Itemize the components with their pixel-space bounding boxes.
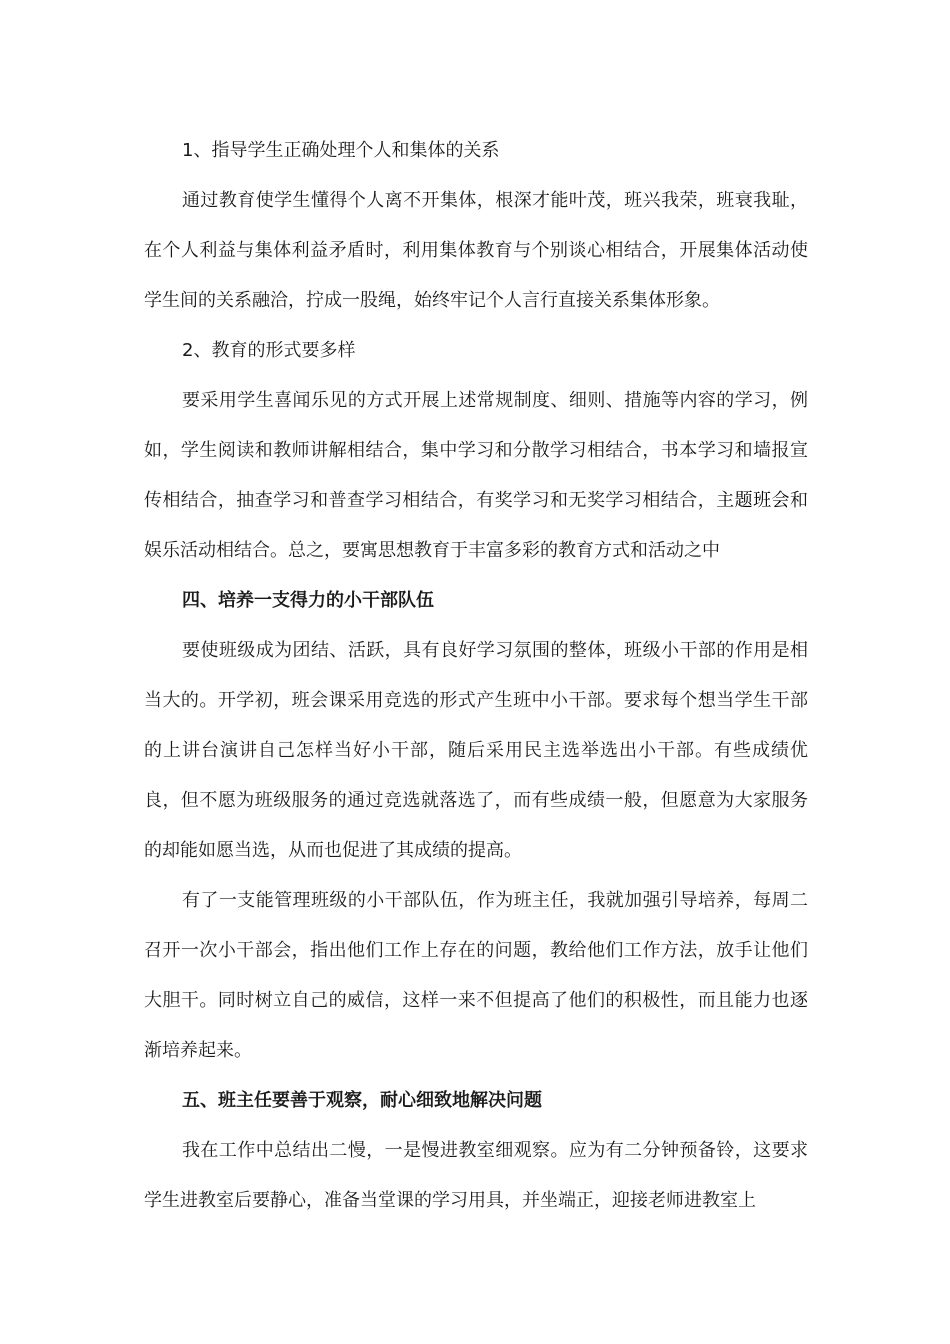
subheading-2: 2、教育的形式要多样 — [182, 340, 356, 361]
subheading-1: 1、指导学生正确处理个人和集体的关系 — [182, 140, 500, 161]
body-paragraph-2 — [144, 376, 808, 576]
body-paragraph-2-text-after: 和娱乐活动相结合。总之，要寓思想教育于丰富多彩的教育方式和活动之中 — [144, 490, 809, 561]
body-paragraph-1: 通过教育使学生懂得个人离不开集体，根深才能叶茂，班兴我荣，班衰我耻，在个人利益与集体利益矛盾时，利用集体教育与个别谈心相结合，开展集体活动使学生间的关系融洽，拧成一股绳，始终牢记个人言行直接关系集体形象。 — [144, 190, 808, 311]
body-paragraph-3: 要使班级成为团结、活跃，具有良好学习氛围的整体，班级小干部的作用是相当大的。开学初，班会课采用竞选的形式产生班中小干部。要求每个想当学生干部的上讲台演讲自己怎样当好小干部，随后采用民主选举选出小干部。有些成绩优良，但不愿为班级服务的通过竞选就落选了，而有些成绩一般，但愿意为大家服务的却能如愿当选，从而也促进了其成绩的提高。 — [144, 640, 808, 861]
document-body — [144, 126, 808, 1226]
body-paragraph-4: 有了一支能管理班级的小干部队伍，作为班主任，我就加强引导培养，每周二召开一次小干部会，指出他们工作上存在的问题，教给他们工作方法，放手让他们大胆干。同时树立自己的威信，这样一来不但提高了他们的积极性，而且能力也逐渐培养起来。 — [144, 890, 808, 1061]
section-heading-5: 五、班主任要善于观察，耐心细致地解决问题 — [182, 1090, 542, 1111]
section-heading-4: 四、培养一支得力的小干部队伍 — [182, 590, 434, 611]
body-paragraph-2-text-before: 要采用学生喜闻乐见的方式开展上述常规制度、细则、措施等内容的学习，例如，学生阅读和教师讲解相结合，集中学习和分散学习相结合，书本学习和墙报宣传相结合，抽查学习和普查学习相结合，有奖学习和无奖学习相结合， — [144, 390, 808, 511]
body-paragraph-5: 我在工作中总结出二慢，一是慢进教室细观察。应为有二分钟预备铃，这要求学生进教室后要静心，准备当堂课的学习用具，并坐端正，迎接老师进教室上 — [144, 1140, 808, 1211]
keyword-link: 主题班会 — [716, 490, 791, 511]
